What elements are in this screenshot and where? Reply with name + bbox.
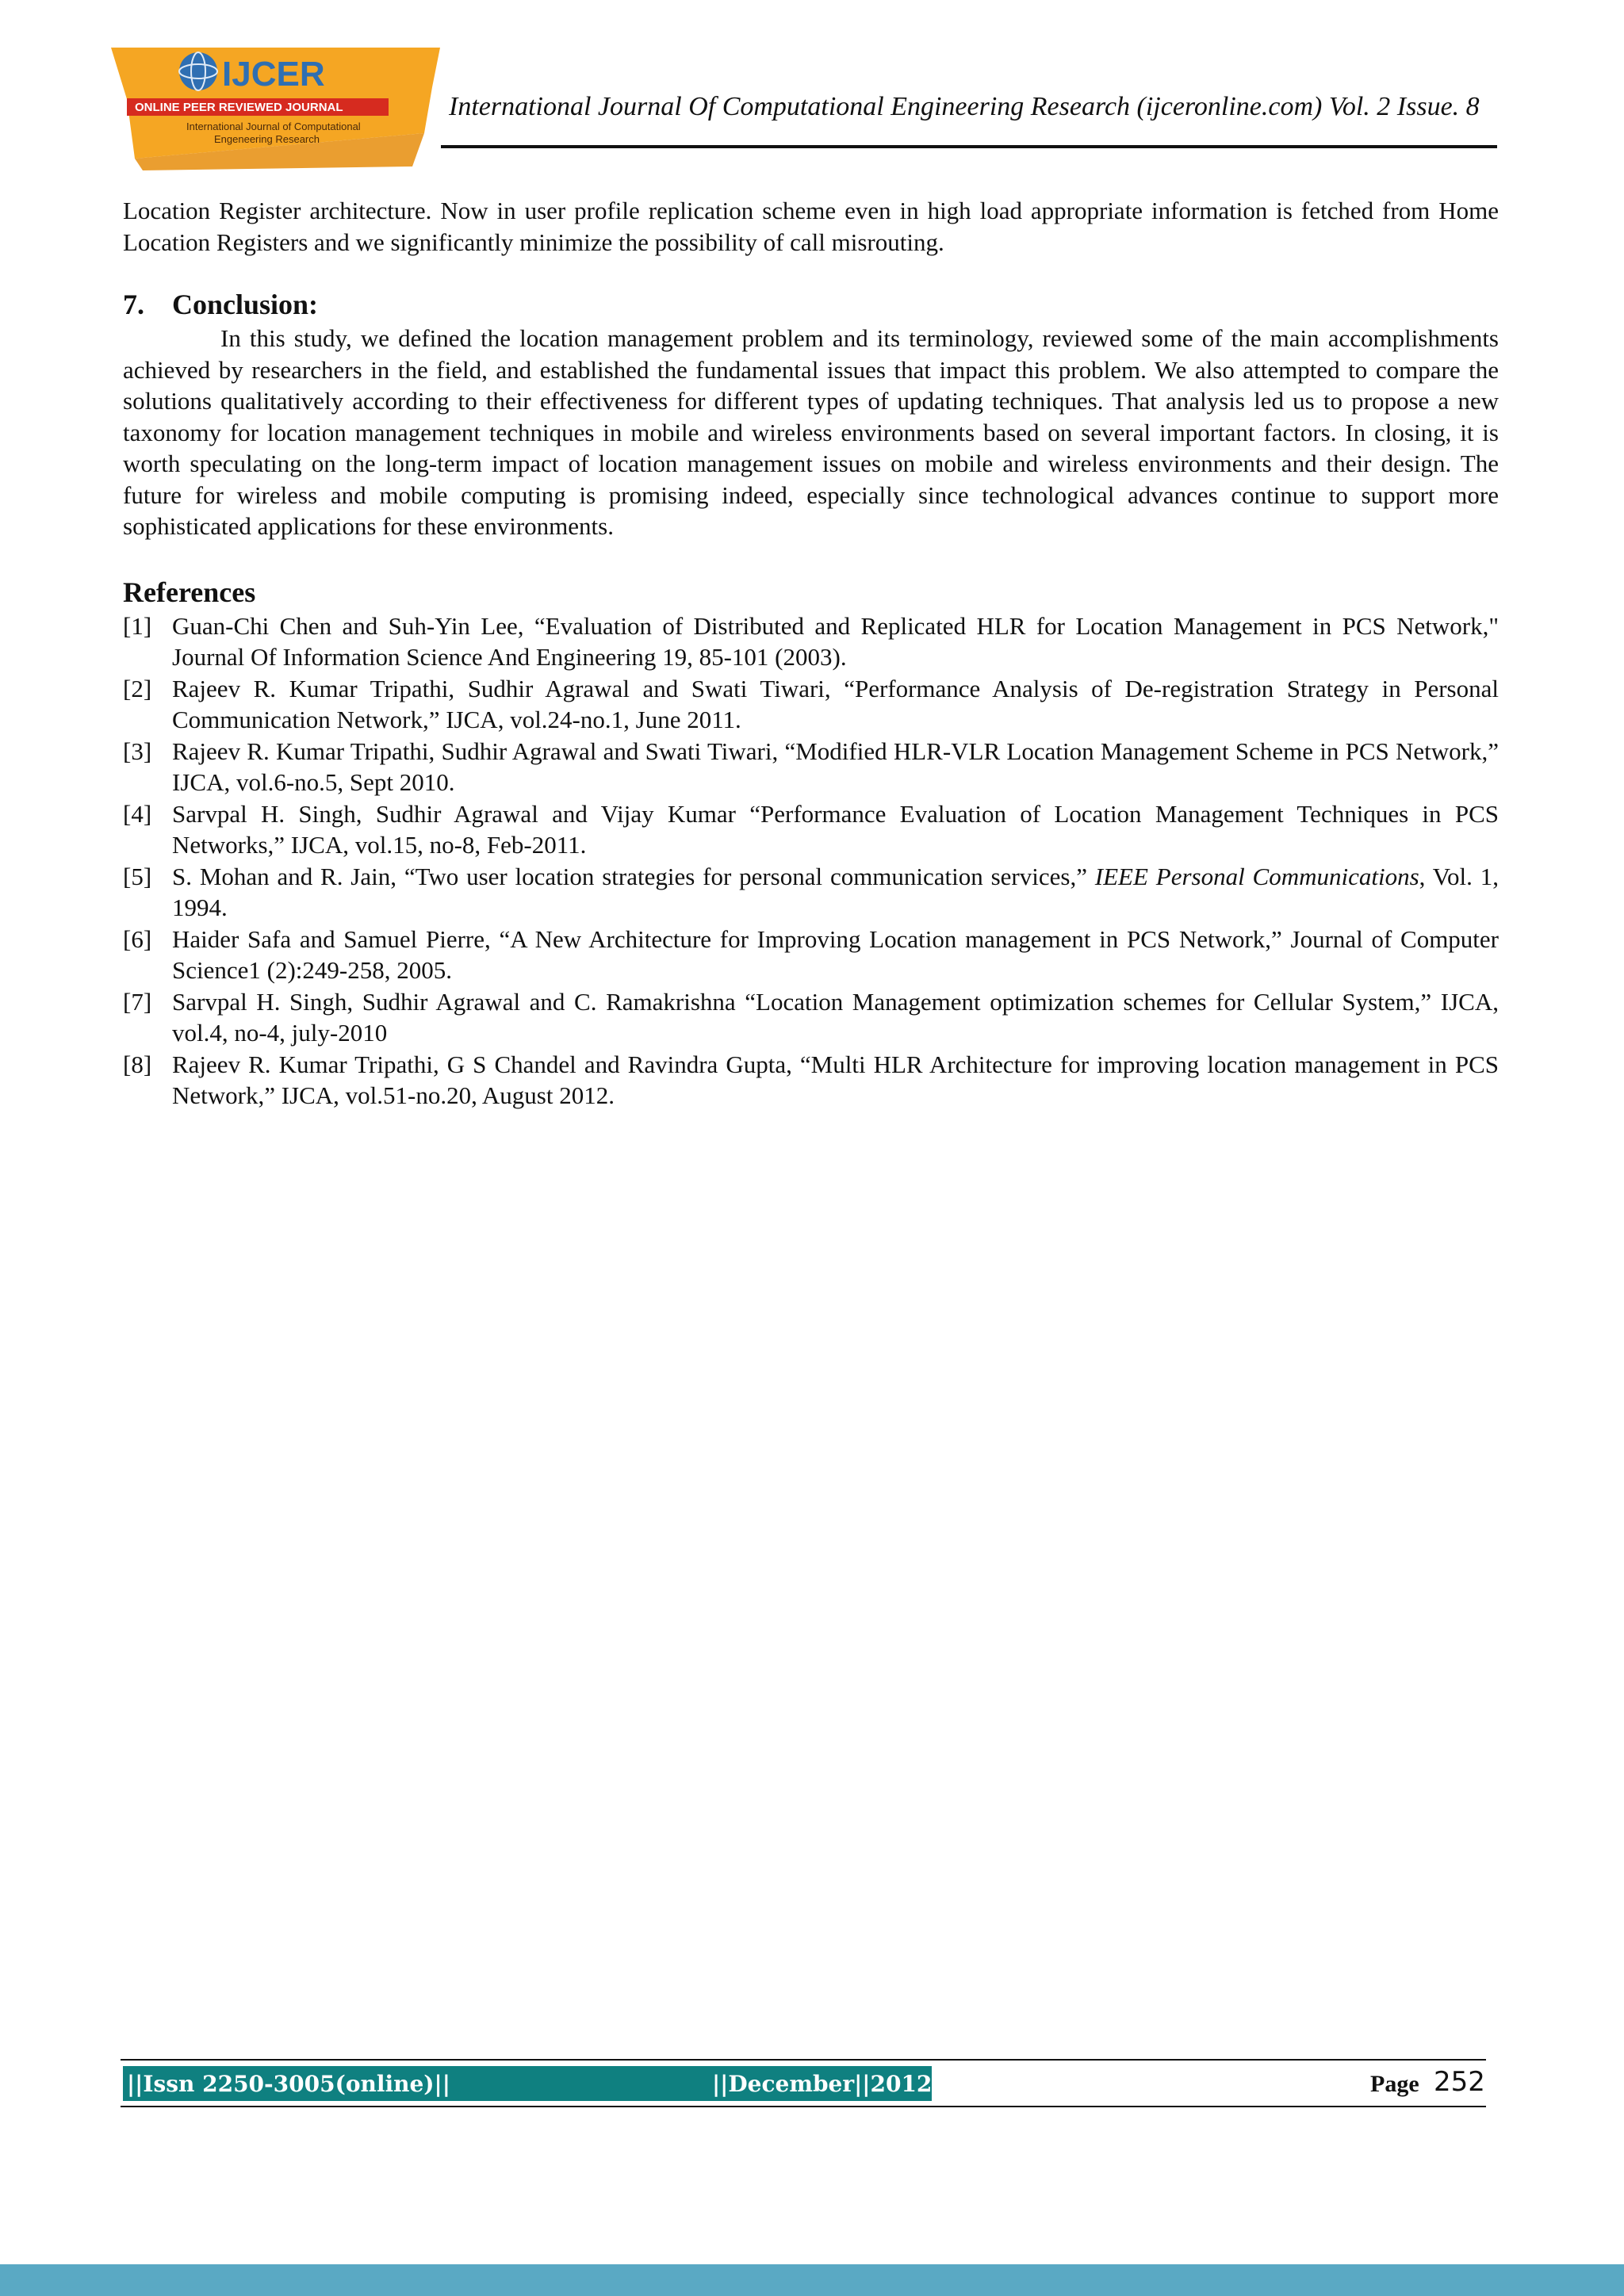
section-heading — [123, 288, 1499, 321]
reference-number: [4] — [123, 799, 152, 828]
page-label: Page — [1370, 2071, 1419, 2097]
logo-tagline: ONLINE PEER REVIEWED JOURNAL — [135, 101, 343, 114]
logo-subtitle-2: Engeneering Research — [214, 133, 320, 145]
logo-name: IJCER — [222, 55, 325, 94]
reference-item — [123, 673, 1499, 736]
conclusion-paragraph: In this study, we defined the location management problem and its terminology, reviewed some of the main accomplishments achieved by researchers in the field, and established the fundamental issues that impact this problem. We also attempted to compare the solutions qualitatively according to their effectiveness for different types of updating techniques. That analysis led us to propose a new taxonomy for location management techniques in mobile and wireless environments based on several important factors. In closing, it is worth speculating on the long-term impact of location management issues on mobile and wireless environments and their design. The future for wireless and mobile computing is promising indeed, especially since technological advances continue to support more sophisticated applications for these environments. — [123, 324, 1499, 540]
reference-text-part: , Vol. 1, 1994. — [172, 862, 1499, 921]
reference-number: [7] — [123, 987, 152, 1016]
reference-number: [6] — [123, 924, 152, 953]
reference-text: Sarvpal H. Singh, Sudhir Agrawal and Vijay Kumar “Performance Evaluation of Location Management Techniques in PCS Networks,” IJCA, vol.15, no-8, Feb-2011. — [172, 799, 1499, 859]
references-heading: References — [123, 576, 256, 608]
reference-number: [1] — [123, 611, 152, 640]
reference-list — [123, 610, 1499, 1112]
reference-text-part: S. Mohan and R. Jain, “Two user location strategies for personal communication services,” — [172, 862, 1095, 890]
reference-number: [8] — [123, 1050, 152, 1078]
reference-text: Rajeev R. Kumar Tripathi, Sudhir Agrawal and Swati Tiwari, “Modified HLR-VLR Location Management Scheme in PCS Network,” IJCA, vol.6-no.5, Sept 2010. — [172, 737, 1499, 796]
bottom-band — [0, 2264, 1624, 2296]
reference-number: [2] — [123, 674, 152, 702]
reference-item — [123, 736, 1499, 798]
reference-item — [123, 1049, 1499, 1112]
ijcer-logo-image — [111, 40, 440, 170]
journal-logo — [111, 40, 440, 170]
footer-issn: ||Issn 2250-3005(online)|| — [127, 2071, 450, 2097]
section-title: Conclusion: — [172, 289, 319, 320]
reference-text: Guan-Chi Chen and Suh-Yin Lee, “Evaluation of Distributed and Replicated HLR for Location Management in PCS Network," Journal Of Information Science And Engineering 19, 85-101 (2003). — [172, 611, 1499, 671]
reference-text: Sarvpal H. Singh, Sudhir Agrawal and C. Ramakrishna “Location Management optimization schemes for Cellular System,” IJCA, vol.4, no-4, july-2010 — [172, 987, 1499, 1047]
section-number: 7. — [123, 289, 144, 320]
reference-item — [123, 610, 1499, 673]
reference-text: Rajeev R. Kumar Tripathi, Sudhir Agrawal and Swati Tiwari, “Performance Analysis of De-registration Strategy in Personal Communication Network,” IJCA, vol.24-no.1, June 2011. — [172, 674, 1499, 733]
intro-paragraph: Location Register architecture. Now in user profile replication scheme even in high load appropriate information is fetched from Home Location Registers and we significantly minimize the possibility of call misrouting. — [123, 197, 1499, 256]
reference-item — [123, 924, 1499, 986]
reference-number: [3] — [123, 737, 152, 765]
footer-bottom-rule — [121, 2106, 1486, 2107]
reference-text: Haider Safa and Samuel Pierre, “A New Architecture for Improving Location management in PCS Network,” Journal of Computer Science1 (2):249-258, 2005. — [172, 924, 1499, 984]
reference-text — [172, 861, 1499, 924]
reference-text: Rajeev R. Kumar Tripathi, G S Chandel and Ravindra Gupta, “Multi HLR Architecture for improving location management in PCS Network,” IJCA, vol.51-no.20, August 2012. — [172, 1050, 1499, 1109]
footer-top-rule — [121, 2059, 1486, 2061]
article-body — [123, 195, 1499, 1112]
reference-item — [123, 861, 1499, 924]
reference-item — [123, 986, 1499, 1049]
header-rule — [441, 145, 1497, 148]
logo-subtitle-1: International Journal of Computational — [186, 121, 361, 132]
page-header — [0, 0, 1624, 182]
footer-date: ||December||2012|| — [712, 2071, 948, 2097]
reference-item — [123, 798, 1499, 861]
reference-journal-italic: IEEE Personal Communications — [1094, 862, 1419, 890]
reference-number: [5] — [123, 862, 152, 890]
page-number: 252 — [1434, 2066, 1485, 2098]
journal-title: International Journal Of Computational Engineering Research (ijceronline.com) Vol. 2 Issue. 8 — [449, 92, 1480, 121]
